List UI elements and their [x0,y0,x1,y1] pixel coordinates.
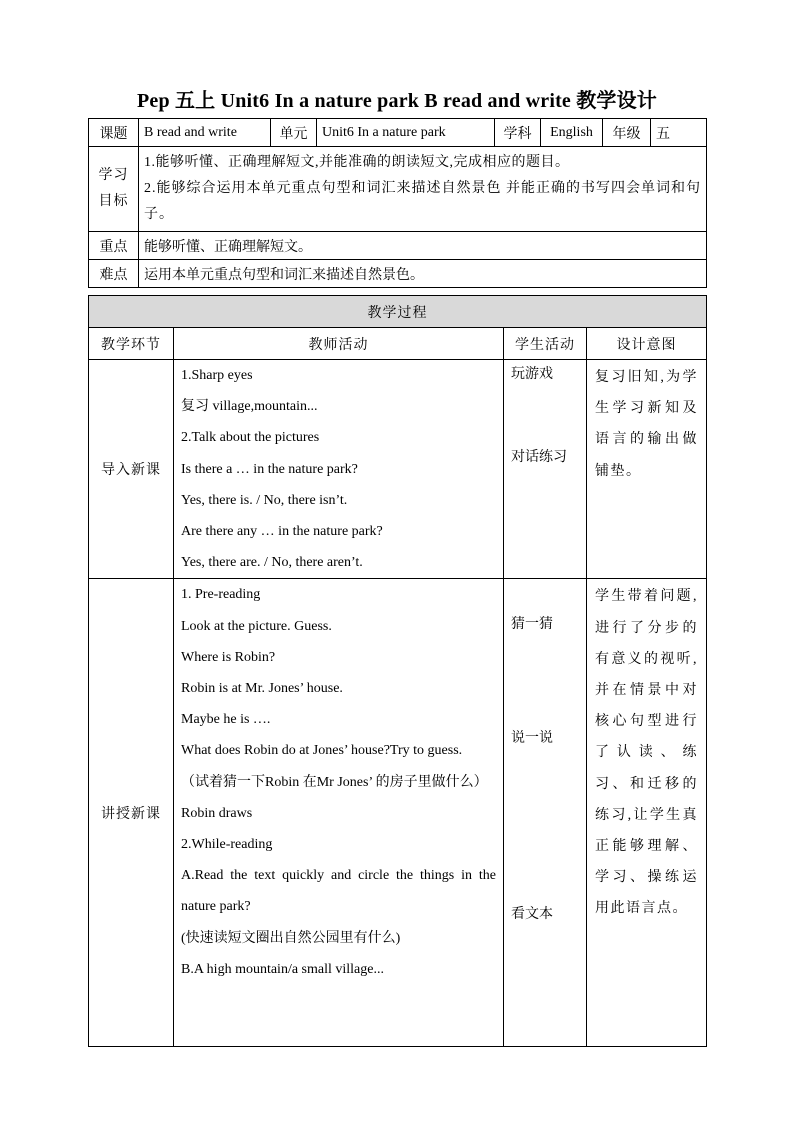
topic-label: 课题 [89,119,139,147]
teacher-line: (快速读短文圈出自然公园里有什么) [181,930,401,946]
info-row-difficult [89,260,707,288]
info-row-topic [89,119,707,147]
stage-teaching: 讲授新课 [89,579,174,1047]
design-intent-intro: 复习旧知,为学生学习新知及语言的输出做铺垫。 [587,360,707,579]
design-intent-teaching: 学生带着问题,进行了分步的有意义的视听,并在情景中对核心句型进行了认读、练习、和迁移的练习,让学生真正能够理解、学习、操练运用此语言点。 [587,579,707,1047]
teacher-line: What does Robin do at Jones’ house?Try to guess. [181,743,463,759]
student-activity-intro [504,360,587,579]
teacher-line: A.Read the text quickly and circle the things in the nature park? [181,868,496,915]
col-teacher: 教师活动 [174,328,504,360]
objective-1: 1.能够听懂、正确理解短文,并能准确的朗读短文,完成相应的题目。 [144,155,570,170]
teacher-line: Where is Robin? [181,649,276,665]
student-activity-teaching [504,579,587,1047]
teacher-line: 1. Pre-reading [181,587,261,603]
difficult-value: 运用本单元重点句型和词汇来描述自然景色。 [139,260,707,288]
teacher-line: （试着猜一下Robin 在Mr Jones’ 的房子里做什么） [181,774,488,790]
difficult-label: 难点 [89,260,139,288]
grade-value: 五 [651,119,707,147]
col-student: 学生活动 [504,328,587,360]
teacher-activity-intro [174,360,504,579]
process-heading: 教学过程 [89,296,707,328]
grade-label: 年级 [603,119,651,147]
teacher-line: Robin draws [181,805,253,821]
key-label: 重点 [89,232,139,260]
student-activity: 说一说 [511,731,553,747]
teacher-line: B.A high mountain/a small village... [181,961,384,977]
stage-intro: 导入新课 [89,360,174,579]
teacher-line: 复习 village,mountain... [181,399,318,415]
objective-2: 2.能够综合运用本单元重点句型和词汇来描述自然景色 并能正确的书写四会单词和句子。 [144,181,701,222]
process-row-teaching [89,579,707,1047]
unit-value: Unit6 In a nature park [317,119,495,147]
teacher-line: Look at the picture. Guess. [181,618,332,634]
topic-value: B read and write [139,119,271,147]
info-table [88,118,707,288]
unit-label: 单元 [271,119,317,147]
teacher-line: Is there a … in the nature park? [181,461,358,477]
subject-value: English [541,119,603,147]
col-stage: 教学环节 [89,328,174,360]
student-activity: 对话练习 [511,450,567,465]
teacher-line: Yes, there are. / No, there aren’t. [181,555,363,571]
teacher-line: Robin is at Mr. Jones’ house. [181,681,343,697]
process-heading-row [89,296,707,328]
info-row-objectives [89,147,707,232]
teacher-line: 1.Sharp eyes [181,368,253,383]
process-header-row [89,328,707,360]
page-title: Pep 五上 Unit6 In a nature park B read and write 教学设计 [136,90,658,112]
key-value: 能够听懂、正确理解短文。 [139,232,707,260]
teacher-line: 2.While-reading [181,837,273,853]
teacher-line: Yes, there is. / No, there isn’t. [181,492,348,508]
col-intent: 设计意图 [587,328,707,360]
objectives-value [139,147,707,232]
objectives-label: 学习 目标 [89,147,139,232]
student-activity: 猜一猜 [511,617,553,633]
teacher-line: Are there any … in the nature park? [181,524,383,540]
student-activity: 玩游戏 [511,367,553,382]
subject-label: 学科 [495,119,541,147]
process-table [88,295,707,1047]
student-activity: 看文本 [511,907,553,923]
info-row-key [89,232,707,260]
teacher-line: Maybe he is …. [181,712,271,728]
teacher-line: 2.Talk about the pictures [181,430,320,446]
process-row-intro [89,360,707,579]
teacher-activity-teaching [174,579,504,1047]
